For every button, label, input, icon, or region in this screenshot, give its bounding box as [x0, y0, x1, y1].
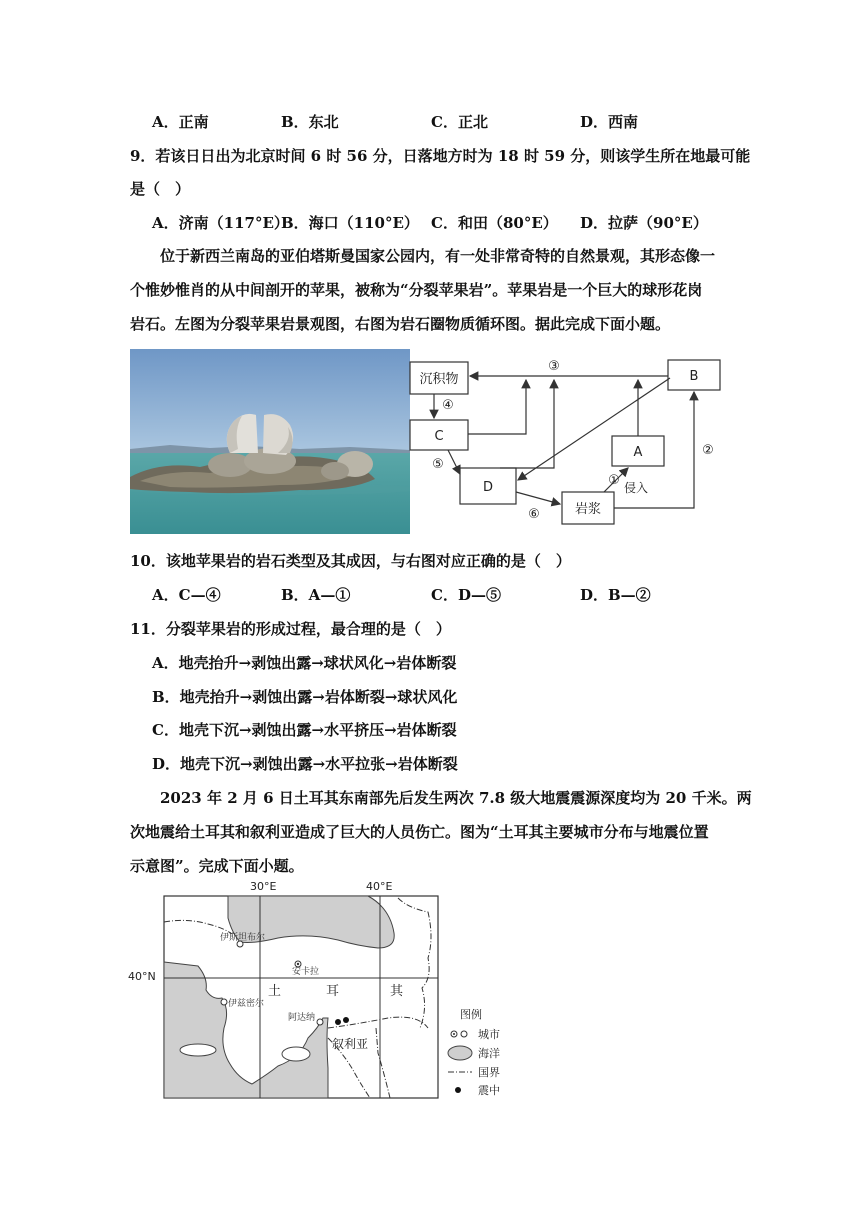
q11-option-b: B．地壳抬升→剥蚀出露→岩体断裂→球状风化 — [152, 688, 458, 706]
arrow-5-label: ⑤ — [432, 457, 444, 472]
city-izmir: 伊兹密尔 — [228, 999, 265, 1009]
legend-border: 国界 — [478, 1066, 500, 1079]
q8-option-d: D．西南 — [580, 113, 639, 131]
syria-label: 叙利亚 — [332, 1037, 369, 1051]
passage1-line3: 岩石。左图为分裂苹果岩景观图，右图为岩石圈物质循环图。据此完成下面小题。 — [130, 315, 671, 333]
q10-option-b: B．A—① — [281, 586, 351, 604]
q9-option-d: D．拉萨（90°E） — [580, 214, 708, 232]
country-char-3: 其 — [390, 984, 404, 999]
legend-sea: 海洋 — [478, 1047, 500, 1060]
lon-40e-label: 40°E — [366, 880, 393, 893]
q9-option-a: A．济南（117°E） — [152, 214, 289, 232]
city-ankara: 安卡拉 — [292, 967, 320, 977]
city-istanbul: 伊斯坦布尔 — [220, 933, 266, 943]
q8-option-a: A．正南 — [152, 113, 209, 131]
country-char-2: 耳 — [326, 984, 340, 999]
city-adana: 阿达纳 — [288, 1013, 316, 1023]
label-b: B — [689, 369, 699, 384]
q9-stem-line2: 是（ ） — [130, 180, 191, 198]
q11-option-a: A．地壳抬升→剥蚀出露→球状风化→岩体断裂 — [152, 654, 457, 672]
q8-option-c: C．正北 — [431, 113, 488, 131]
q11-option-c: C．地壳下沉→剥蚀出露→水平挤压→岩体断裂 — [152, 721, 457, 739]
passage1-line2: 个惟妙惟肖的从中间剖开的苹果，被称为“分裂苹果岩”。苹果岩是一个巨大的球形花岗 — [130, 281, 703, 299]
passage2-line2: 次地震给土耳其和叙利亚造成了巨大的人员伤亡。图为“土耳其主要城市分布与地震位置 — [130, 823, 709, 841]
label-c: C — [434, 429, 444, 444]
q9-stem-line1: 9．若该日日出为北京时间 6 时 56 分，日落地方时为 18 时 59 分，则该学生所在地最可能 — [130, 147, 751, 165]
q11-option-d: D．地壳下沉→剥蚀出露→水平拉张→岩体断裂 — [152, 755, 458, 773]
passage2-line3: 示意图”。完成下面小题。 — [130, 857, 304, 875]
label-sediment: 沉积物 — [419, 372, 459, 387]
arrow-3-label: ③ — [548, 359, 560, 374]
q10-option-a: A．C—④ — [152, 586, 221, 604]
map-legend — [448, 1007, 500, 1097]
arrow-2-label: ② — [702, 443, 714, 458]
legend-epicenter: 震中 — [478, 1084, 500, 1097]
lat-40n-label: 40°N — [128, 970, 156, 983]
label-a: A — [633, 445, 643, 460]
q10-option-c: C．D—⑤ — [431, 586, 501, 604]
q10-stem: 10．该地苹果岩的岩石类型及其成因，与右图对应正确的是（ ） — [130, 552, 571, 570]
turkey-earthquake-map — [128, 878, 528, 1103]
arrow-6-label: ⑥ — [528, 507, 540, 522]
lon-30e-label: 30°E — [250, 880, 277, 893]
passage1-line1: 位于新西兰南岛的亚伯塔斯曼国家公园内，有一处非常奇特的自然景观，其形态像一 — [160, 247, 716, 265]
q9-option-c: C．和田（80°E） — [431, 214, 558, 232]
q9-option-b: B．海口（110°E） — [281, 214, 419, 232]
passage2-line1: 2023 年 2 月 6 日土耳其东南部先后发生两次 7.8 级大地震震源深度均为 20 千米。两 — [160, 789, 752, 807]
q10-option-d: D．B—② — [580, 586, 651, 604]
intrude-label: 侵入 — [623, 481, 649, 495]
arrow-4-label: ④ — [442, 398, 454, 413]
q11-stem: 11．分裂苹果岩的形成过程，最合理的是（ ） — [130, 620, 451, 638]
label-d: D — [482, 480, 494, 495]
arrow-1-label: ① — [608, 473, 620, 488]
q8-option-b: B．东北 — [281, 113, 339, 131]
split-apple-rock-photo — [130, 349, 410, 534]
rock-cycle-diagram — [408, 350, 728, 530]
legend-title: 图例 — [460, 1008, 482, 1021]
legend-city: 城市 — [478, 1028, 500, 1041]
country-char-1: 土 — [268, 984, 282, 999]
label-magma: 岩浆 — [574, 502, 602, 517]
